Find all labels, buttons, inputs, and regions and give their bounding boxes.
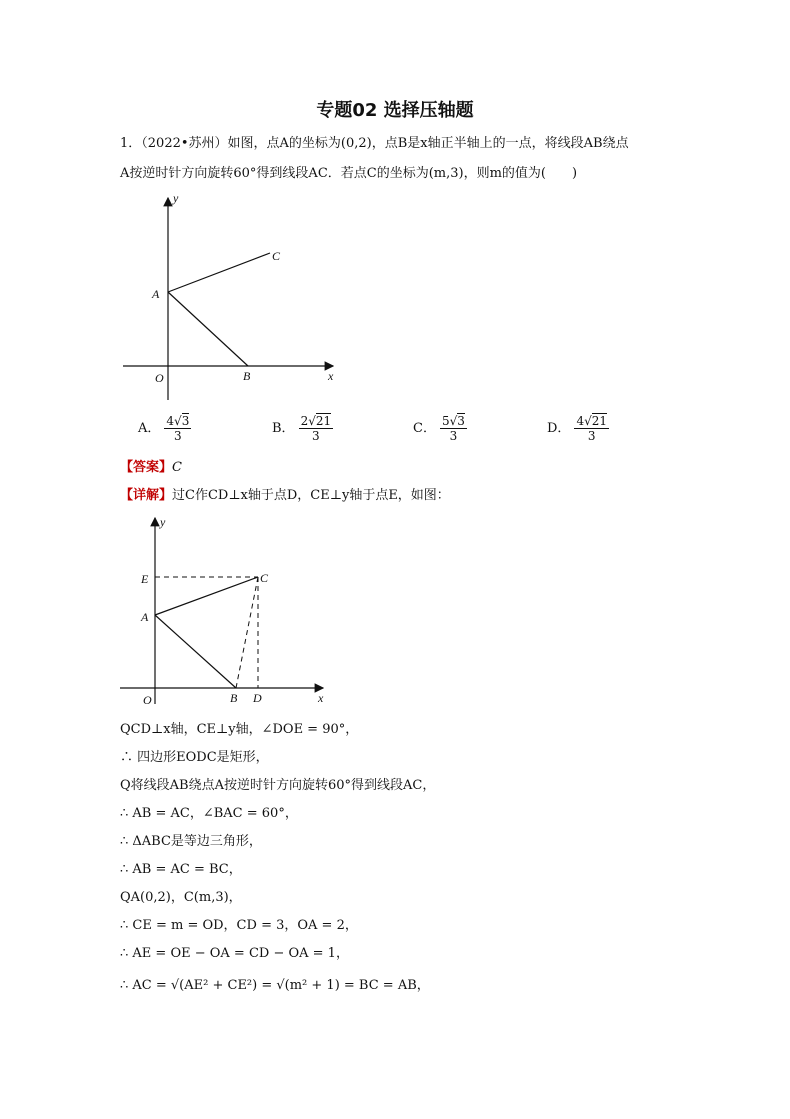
option-fraction: $\frac{4√3}{3}$ (166, 414, 190, 443)
detail-tag: 【详解】 (120, 488, 173, 503)
solution-step: ∴ AB = AC = BC， (120, 862, 242, 877)
option-letter: C． (413, 421, 436, 436)
denominator: 3 (587, 429, 596, 443)
numerator-coef: 4 (576, 414, 585, 428)
segment-ac (168, 253, 270, 292)
detail-line (120, 486, 450, 506)
solution-step: QA(0,2)，C(m,3)， (120, 890, 242, 905)
point-b-label: B (243, 369, 251, 383)
solution-step: ∴ AB = AC，∠BAC = 60°， (120, 806, 298, 821)
figure-1 (115, 190, 345, 405)
option-a (138, 414, 191, 443)
numerator-coef: 5 (441, 414, 450, 428)
segment-ab (155, 615, 236, 688)
solution-step: QCD⊥x轴，CE⊥y轴，∠DOE = 90°， (120, 722, 359, 737)
detail-text: 过C作CD⊥x轴于点D，CE⊥y轴于点E，如图： (172, 488, 450, 503)
option-fraction: $\frac{4√21}{3}$ (576, 414, 608, 443)
x-label: x (318, 691, 324, 705)
numerator-coef: 2 (300, 414, 309, 428)
radicand: 21 (591, 414, 608, 428)
radicand: 3 (457, 414, 465, 428)
option-letter: A． (138, 421, 161, 436)
point-c-label: C (260, 571, 269, 585)
point-a-label: A (152, 287, 160, 301)
y-label: y (173, 191, 179, 205)
point-b-label: B (230, 691, 238, 705)
option-b (272, 414, 333, 443)
solution-step: ∴ 四边形EODC是矩形， (120, 750, 269, 765)
question-line-1 (120, 134, 629, 154)
denominator: 3 (449, 429, 458, 443)
solution-step: Q将线段AB绕点A按逆时针方向旋转60°得到线段AC， (120, 778, 436, 793)
option-c (413, 414, 467, 443)
numerator-coef: 4 (166, 414, 175, 428)
question-text-1: 如图，点A的坐标为(0,2)，点B是x轴正半轴上的一点，将线段AB绕点 (227, 136, 629, 151)
segment-bc (236, 577, 258, 688)
radicand: 3 (181, 414, 190, 428)
point-e-label: E (141, 572, 149, 586)
answer-value: C (172, 460, 182, 475)
option-d (547, 414, 609, 443)
segment-ac (155, 577, 258, 615)
option-letter: B． (272, 421, 295, 436)
figure-2 (115, 512, 335, 707)
solution-step: ∴ AC = √(AE² + CE²) = √(m² + 1) = BC = AB， (120, 978, 430, 993)
y-label: y (160, 515, 166, 529)
question-source: （2022•苏州） (141, 136, 228, 151)
x-label: x (328, 369, 334, 383)
origin-label: O (143, 693, 152, 707)
page-title: 专题02 选择压轴题 (316, 100, 474, 121)
answer-line (120, 458, 182, 478)
point-a-label: A (141, 610, 149, 624)
denominator: 3 (312, 429, 320, 443)
question-text-2: A按逆时针方向旋转60°得到线段AC．若点C的坐标为(m,3)，则m的值为( ) (120, 166, 578, 181)
solution-step: ∴ ΔABC是等边三角形， (120, 834, 262, 849)
denominator: 3 (174, 429, 182, 443)
radicand: 21 (315, 414, 332, 428)
segment-ab (168, 292, 248, 366)
point-c-label: C (272, 249, 281, 263)
point-d-label: D (253, 691, 262, 705)
option-letter: D． (547, 421, 571, 436)
option-fraction: $\frac{5√3}{3}$ (441, 414, 465, 443)
solution-step: ∴ CE = m = OD，CD = 3，OA = 2， (120, 918, 358, 933)
answer-tag: 【答案】 (120, 460, 173, 475)
solution-step: ∴ AE = OE − OA = CD − OA = 1， (120, 946, 349, 961)
option-fraction: $\frac{2√21}{3}$ (300, 414, 332, 443)
question-number: 1． (120, 136, 142, 151)
origin-label: O (155, 371, 164, 385)
